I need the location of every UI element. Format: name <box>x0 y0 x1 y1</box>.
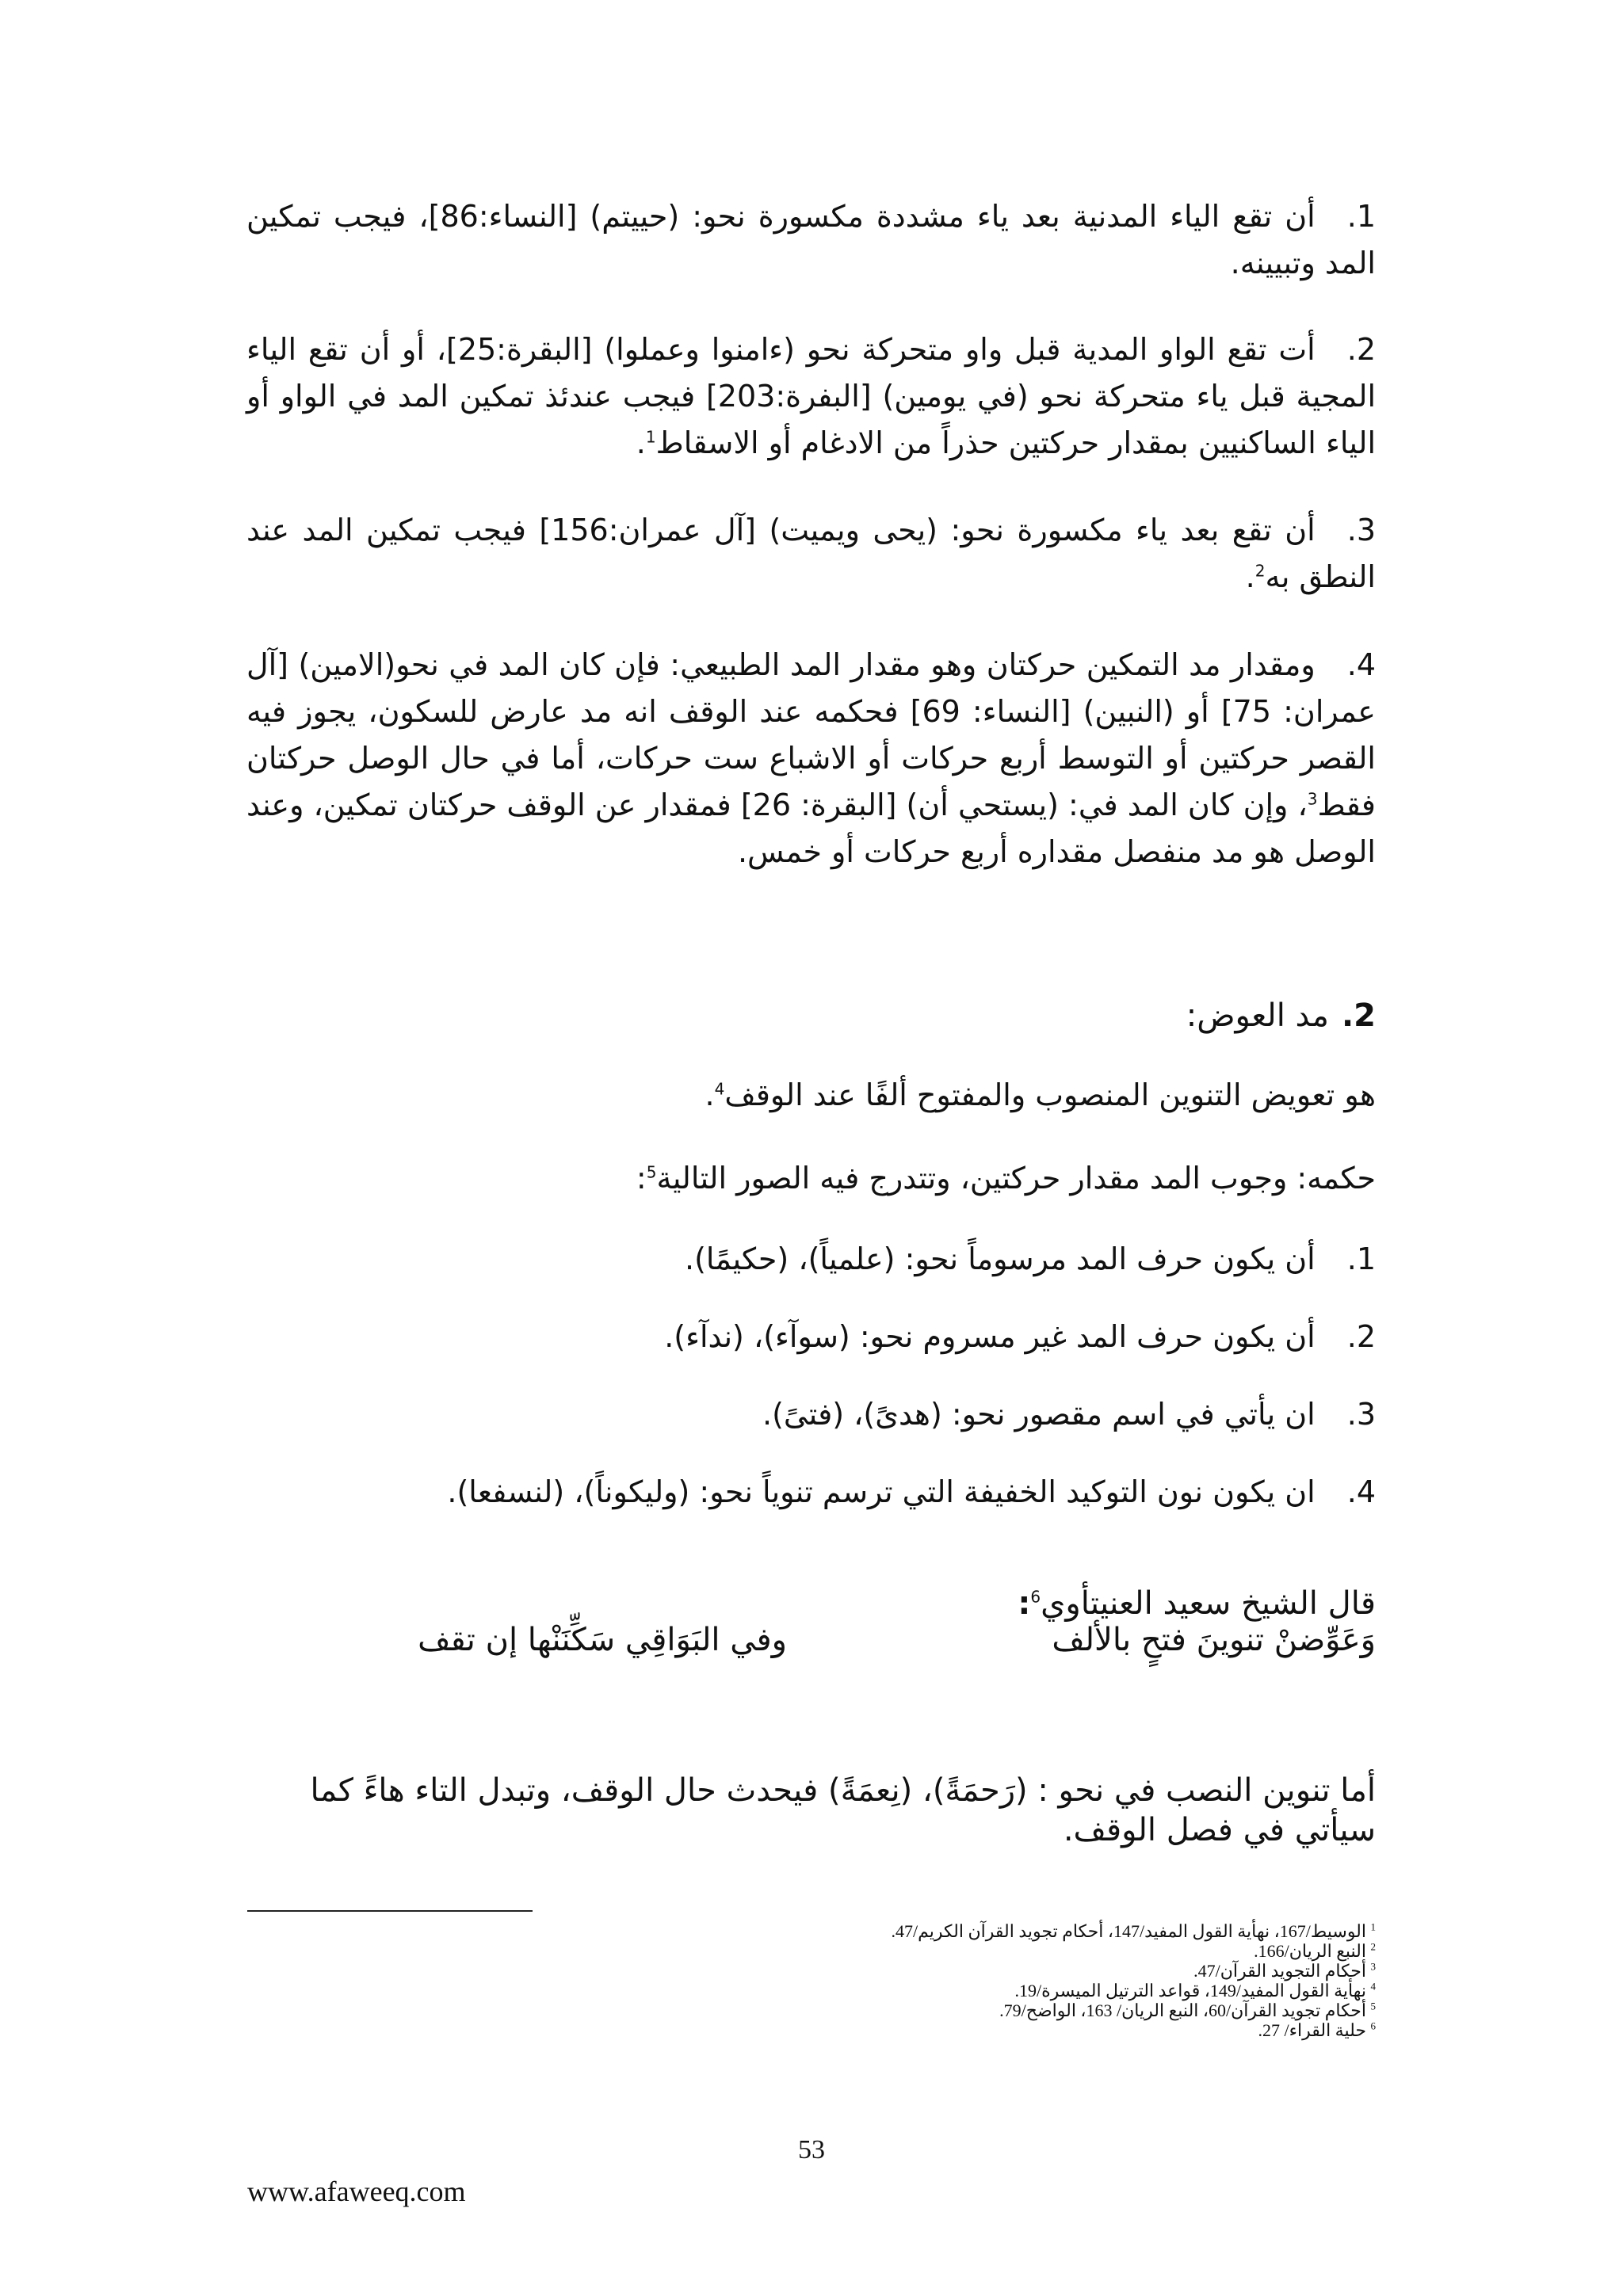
list-item-text: ان يكون نون التوكيد الخفيفة التي ترسم تنوياً نحو: (وليكوناً)، (لنسفعا). <box>447 1474 1316 1509</box>
section-number: 2. <box>1341 997 1376 1034</box>
footnote-number: 1 <box>1370 1920 1376 1933</box>
poem-title <box>1018 1585 1376 1623</box>
item-number: 3. <box>1346 1397 1376 1432</box>
footnote-ref[interactable]: 5 <box>646 1162 657 1182</box>
paragraph-1 <box>246 193 1376 287</box>
footnote-text: الوسيط/167، نهأية القول المفيد/147، أحكام تجويد القرآن الكريم/47. <box>891 1921 1366 1941</box>
footnote-text: أحكام التجويد القرآن/47. <box>1193 1961 1366 1981</box>
item-number: 1. <box>1346 1241 1376 1276</box>
footnote <box>892 1981 1376 2000</box>
footnote-text: حلية القراء/ 27. <box>1258 2020 1366 2040</box>
list-item-text: أن يكون حرف المد مرسوماً نحو: (علمياً)، (حكيمًا). <box>685 1241 1316 1276</box>
footnote-ref[interactable]: 2 <box>1254 561 1266 581</box>
footnote-ref[interactable]: 4 <box>714 1079 725 1099</box>
footnote-number: 4 <box>1370 1980 1376 1993</box>
footnote-ref[interactable]: 1 <box>645 427 656 447</box>
ruling <box>636 1155 1376 1202</box>
paragraph-2 <box>246 326 1376 467</box>
section-title: مد العوض: <box>1186 997 1329 1034</box>
definition-text: هو تعويض التنوين المنصوب والمفتوح ألفًا عند الوقف <box>724 1077 1376 1112</box>
footnote <box>892 2000 1376 2020</box>
footnote-number: 5 <box>1370 2000 1376 2012</box>
item-number: 2. <box>1346 1319 1376 1354</box>
poem-hemistich-1: وَعَوِّضنْ تنوينَ فتحٍ بالألف <box>1052 1622 1376 1658</box>
footnote <box>892 1921 1376 1941</box>
footnote-divider <box>247 1910 533 1912</box>
paragraph-4 <box>246 642 1376 875</box>
footnote-number: 2 <box>1370 1940 1376 1953</box>
paragraph-text: أت تقع الواو المدية قبل واو متحركة نحو (ءامنوا وعملوا) [البقرة:25]، أو أن تقع الياء المجية قبل ياء متحركة نحو (في يومين) [البفرة:203] فيجب عندئذ تمكين المد في الواو أو الياء الساكنيين بمقدار حركتين حذراً من الادغام أو الاسقاط <box>246 332 1377 460</box>
definition-end: . <box>705 1077 715 1112</box>
footnote-number: 3 <box>1370 1960 1376 1973</box>
definition <box>705 1072 1376 1119</box>
paragraph-text: ومقدار مد التمكين حركتان وهو مقدار المد الطبيعي: فإن كان المد في نحو(الامين) [آل عمران: 75] أو (النبين) [النساء: 69] فحكمه عند الوقف انه مد عارض للسكون، يجوز فيه القصر حركتين أو التوسط أربع حركات أو الاشباع ست حركات، أما في حال الوصل حركتان فقط <box>246 647 1376 822</box>
footnote-ref[interactable]: 3 <box>1307 789 1318 809</box>
list-item <box>447 1469 1376 1516</box>
footnote <box>892 1941 1376 1961</box>
paragraph-end: . <box>636 425 646 460</box>
ruling-text: حكمه: وجوب المد مقدار حركتين، وتتدرج فيه الصور التالية <box>656 1161 1376 1196</box>
list-item <box>762 1391 1376 1438</box>
list-item-text: أن يكون حرف المد غير مسروم نحو: (سوآء)، (ندآء). <box>664 1319 1316 1354</box>
item-number: 1. <box>1346 199 1376 234</box>
footnote-text: نهأية القول المفيد/149، قواعد الترتيل الميسرة/19. <box>1014 1981 1366 2000</box>
item-number: 3. <box>1346 513 1376 547</box>
paragraph-3 <box>246 507 1376 601</box>
section-heading <box>1186 993 1376 1039</box>
footnotes <box>892 1921 1376 2040</box>
item-number: 4. <box>1346 647 1376 682</box>
footnote-number: 6 <box>1370 2019 1376 2032</box>
paragraph-text: أن تقع بعد ياء مكسورة نحو: (يحى ويميت) [آل عمران:156] فيجب تمكين المد عند النطق به <box>246 513 1376 594</box>
footnote <box>892 2020 1376 2040</box>
paragraph-end: . <box>1245 559 1255 594</box>
website-link[interactable]: www.afaweeq.com <box>247 2176 466 2207</box>
item-number: 4. <box>1346 1474 1376 1509</box>
ruling-end: : <box>636 1161 647 1196</box>
footnote-text: النبع الريان/166. <box>1254 1941 1366 1961</box>
paragraph-text: ، وإن كان المد في: (يستحي أن) [البقرة: 26] فمقدار عن الوقف حركتان تمكين، وعند الوصل هو مد منفصل مقداره أربع حركات أو خمس. <box>246 788 1376 869</box>
poem-title-colon: : <box>1018 1585 1031 1622</box>
footnote <box>892 1961 1376 1981</box>
poem-title-text: قال الشيخ سعيد العنيتأوي <box>1041 1585 1376 1622</box>
list-item <box>664 1314 1376 1360</box>
list-item-text: ان يأتي في اسم مقصور نحو: (هدىً)، (فتىً). <box>762 1397 1316 1432</box>
footnote-text: أحكام تجويد القرآن/60، النبع الريان/ 163، الواضح/79. <box>999 2000 1366 2020</box>
closing-paragraph: أما تنوين النصب في نحو : (رَحمَةً)، (نِعمَةً) فيحدث حال الوقف، وتبدل التاء هاءً كما سيأتي في فصل الوقف. <box>310 1772 1376 1848</box>
poem-hemistich-2: وفي البَوَاقِي سَكِّنَنْها إن تقف <box>418 1622 787 1658</box>
paragraph-text: أن تقع الياء المدنية بعد ياء مشددة مكسورة نحو: (حييتم) [النساء:86]، فيجب تمكين المد وتبيينه. <box>246 199 1376 280</box>
list-item <box>685 1236 1376 1283</box>
footnote-ref[interactable]: 6 <box>1030 1587 1041 1607</box>
page-number: 53 <box>798 2135 825 2164</box>
item-number: 2. <box>1346 332 1377 367</box>
